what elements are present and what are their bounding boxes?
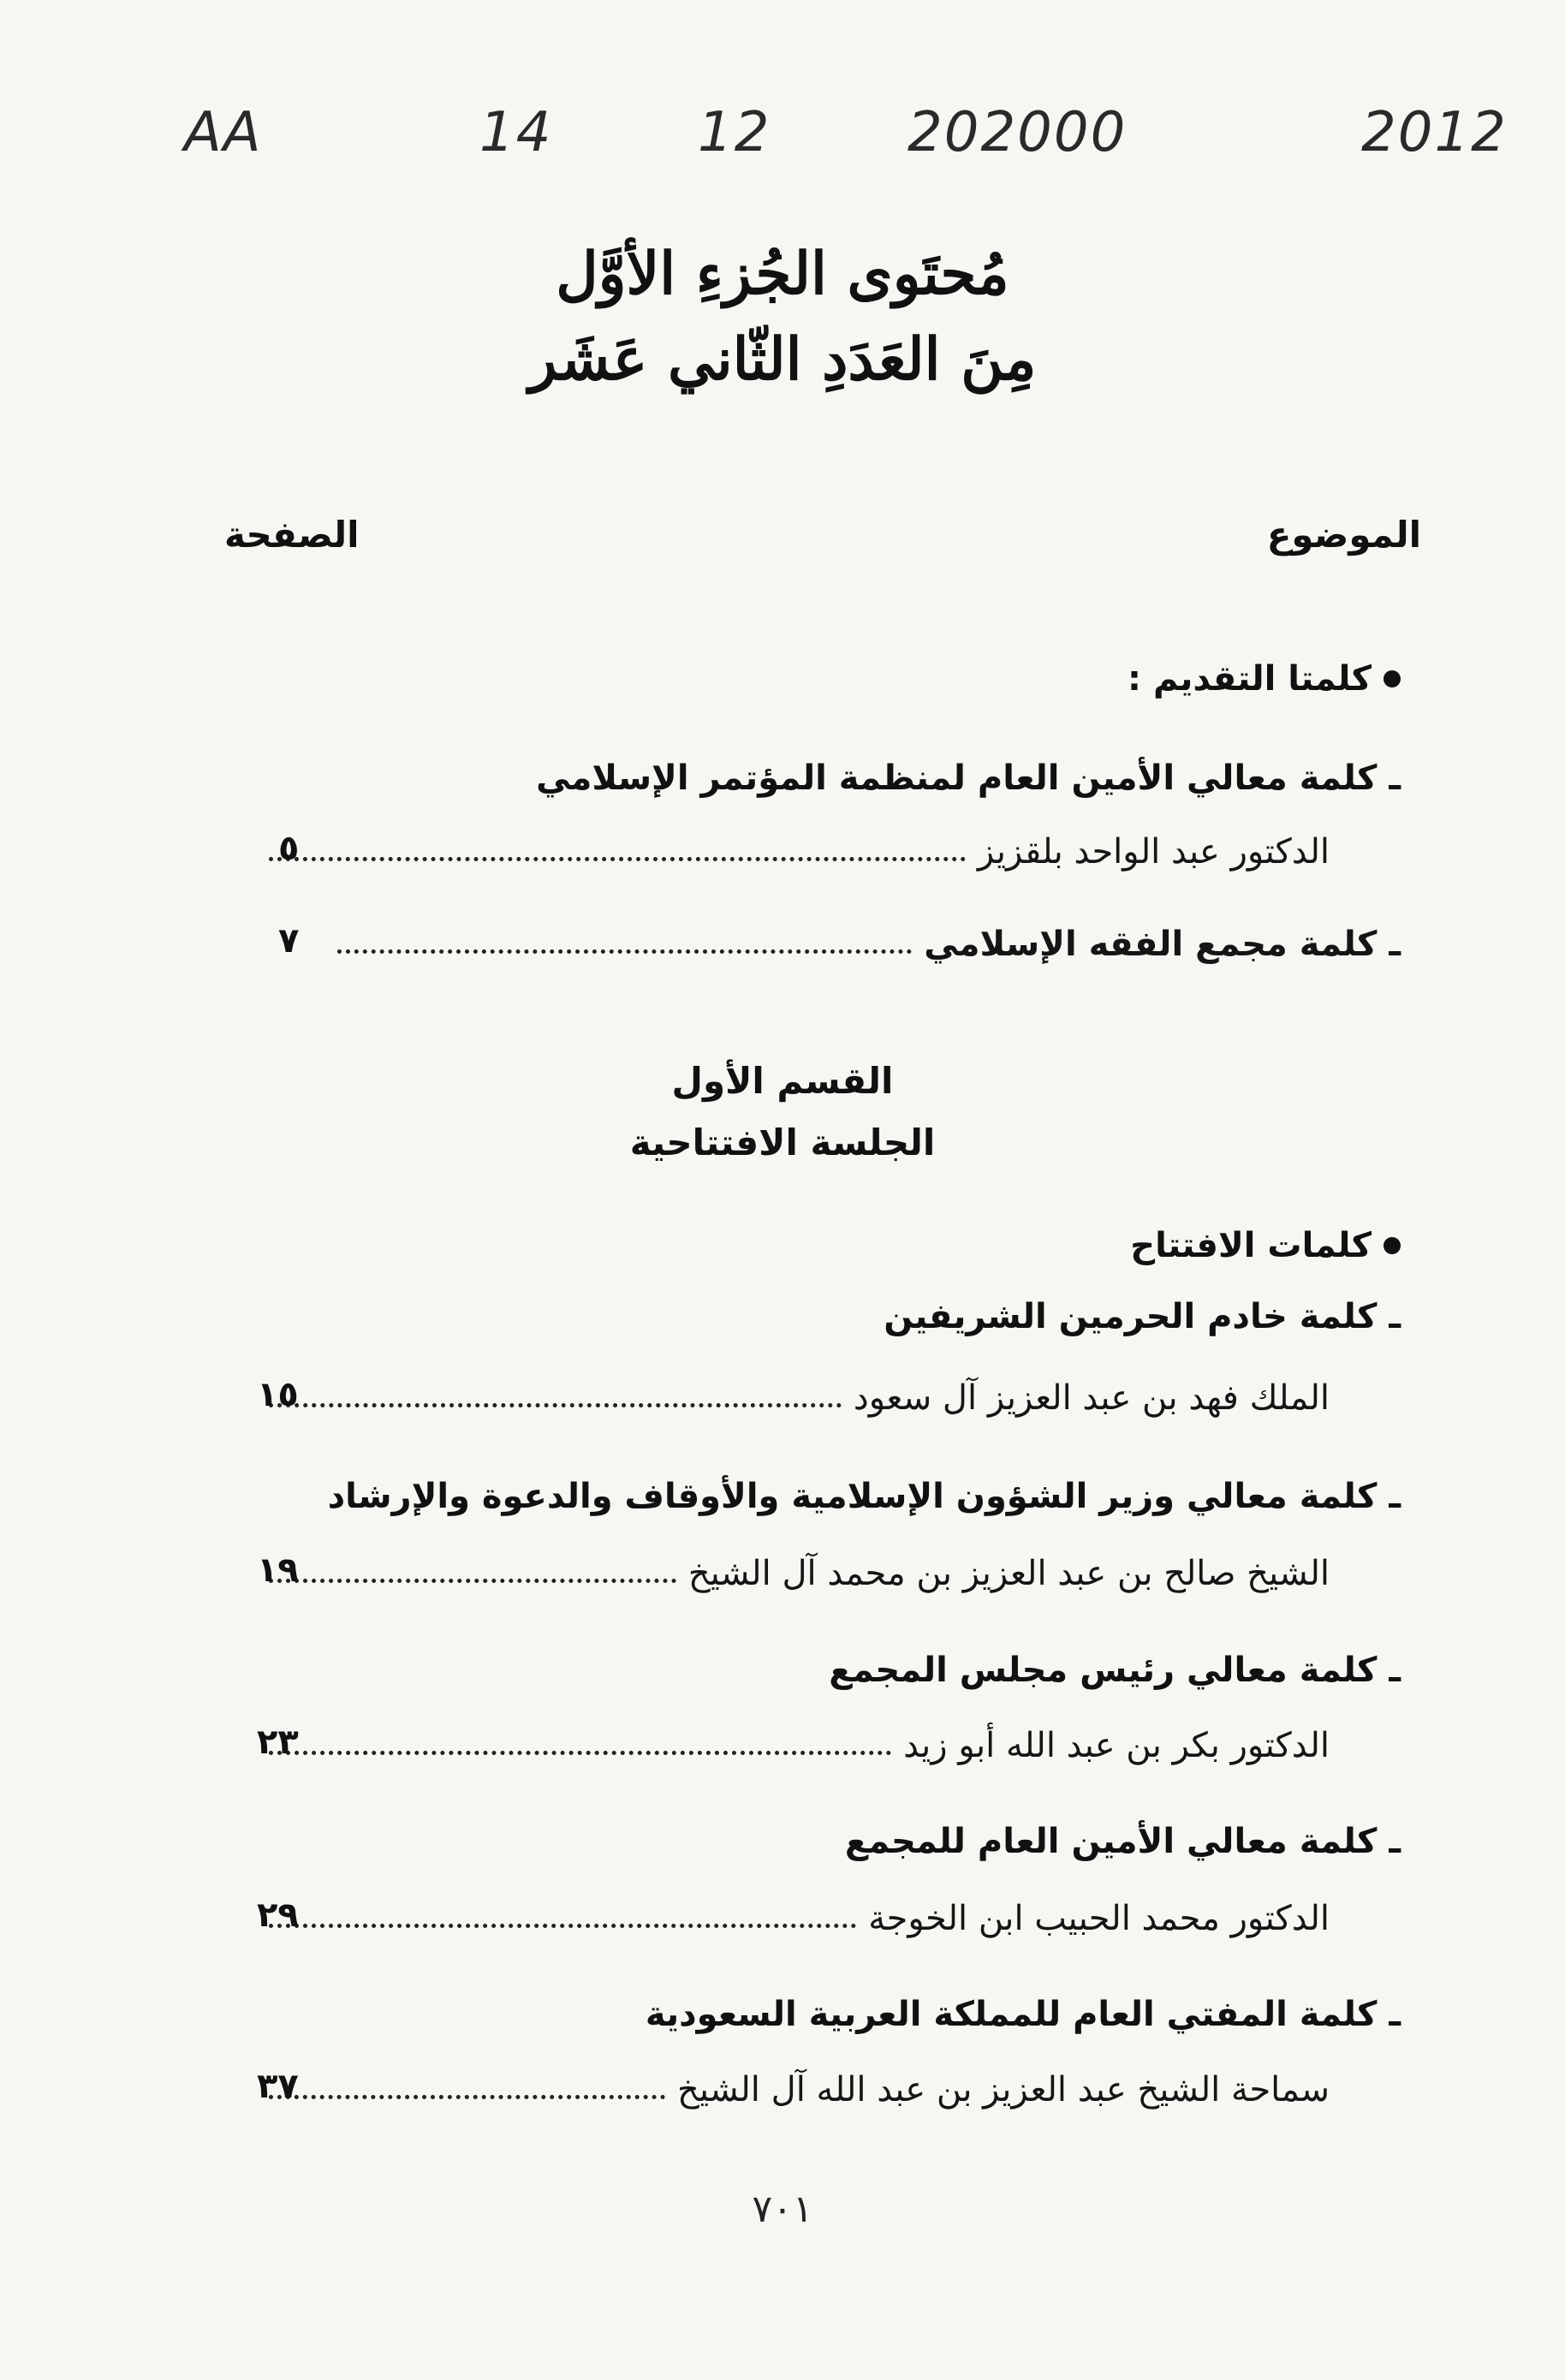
handwritten-year: 2012	[1361, 101, 1508, 164]
part-subtitle: الجلسة الافتتاحية	[629, 1122, 936, 1163]
entry-page-number: ٢٣	[257, 1723, 299, 1762]
page-column-header: الصفحة	[224, 514, 360, 556]
speaker-name: الدكتور عبد الواحد بلقزيز	[977, 832, 1330, 872]
entry-page-number: ٣٧	[257, 2067, 299, 2106]
entry-page-number: ٥	[278, 829, 300, 868]
opening-heading-label: كلمات الافتتاح	[1130, 1226, 1372, 1265]
bullet-icon	[1384, 670, 1401, 687]
speaker-name: سماحة الشيخ عبد العزيز بن عبد الله آل الشيخ	[677, 2070, 1330, 2109]
dot-leader	[269, 1751, 891, 1755]
toc-entry[interactable]	[257, 1545, 1330, 1593]
opening-item-title: ـ كلمة المفتي العام للمملكة العربية السعودية	[645, 1995, 1401, 2034]
intro-item-title: ـ كلمة مجمع الفقه الإسلامي	[924, 925, 1401, 964]
speaker-name: الدكتور بكر بن عبد الله أبو زيد	[903, 1726, 1330, 1765]
toc-entry[interactable]	[257, 1890, 1330, 1938]
handwritten-number-1: 14	[479, 101, 553, 164]
intro-item-title: ـ كلمة معالي الأمين العام لمنظمة المؤتمر الإسلامي	[536, 759, 1401, 798]
speaker-name: الدكتور محمد الحبيب ابن الخوجة	[868, 1899, 1330, 1938]
speaker-name: الشيخ صالح بن عبد العزيز بن محمد آل الشيخ	[687, 1554, 1330, 1593]
intro-heading-label: كلمتا التقديم :	[1128, 659, 1372, 699]
page-title	[0, 231, 1565, 402]
handwritten-code: AA	[184, 101, 263, 164]
entry-page-number: ٧	[278, 921, 300, 961]
toc-entry[interactable]	[325, 916, 1401, 964]
toc-entry[interactable]	[257, 1370, 1330, 1418]
opening-item-title: ـ كلمة خادم الحرمين الشريفين	[884, 1297, 1401, 1336]
speaker-name: الملك فهد بن عبد العزيز آل سعود	[853, 1378, 1330, 1418]
handwritten-number-3: 202000	[907, 101, 1128, 164]
handwritten-number-2: 12	[698, 101, 771, 164]
toc-entry[interactable]	[257, 824, 1330, 872]
opening-item-title: ـ كلمة معالي وزير الشؤون الإسلامية والأوقاف والدعوة والإرشاد	[327, 1477, 1401, 1516]
intro-heading	[1128, 659, 1401, 699]
entry-page-number: ١٥	[257, 1375, 299, 1414]
opening-item-title: ـ كلمة معالي رئيس مجلس المجمع	[829, 1651, 1401, 1690]
toc-entry[interactable]	[257, 1717, 1330, 1765]
dot-leader	[337, 949, 912, 954]
bullet-icon	[1384, 1237, 1401, 1254]
entry-page-number: ٢٩	[257, 1895, 299, 1935]
topic-column-header: الموضوع	[1266, 514, 1421, 556]
title-line-1: مُحتَوى الجُزءِ الأوَّل	[556, 240, 1009, 308]
opening-heading	[1130, 1226, 1401, 1265]
title-line-2: مِنَ العَدَدِ الثّاني عَشَر	[528, 325, 1037, 394]
opening-item-title: ـ كلمة معالي الأمين العام للمجمع	[844, 1822, 1401, 1861]
toc-entry[interactable]	[257, 2062, 1330, 2109]
footer-page-number: ٧٠١	[752, 2187, 813, 2231]
part-title: القسم الأول	[671, 1060, 894, 1102]
entry-page-number: ١٩	[257, 1550, 299, 1590]
